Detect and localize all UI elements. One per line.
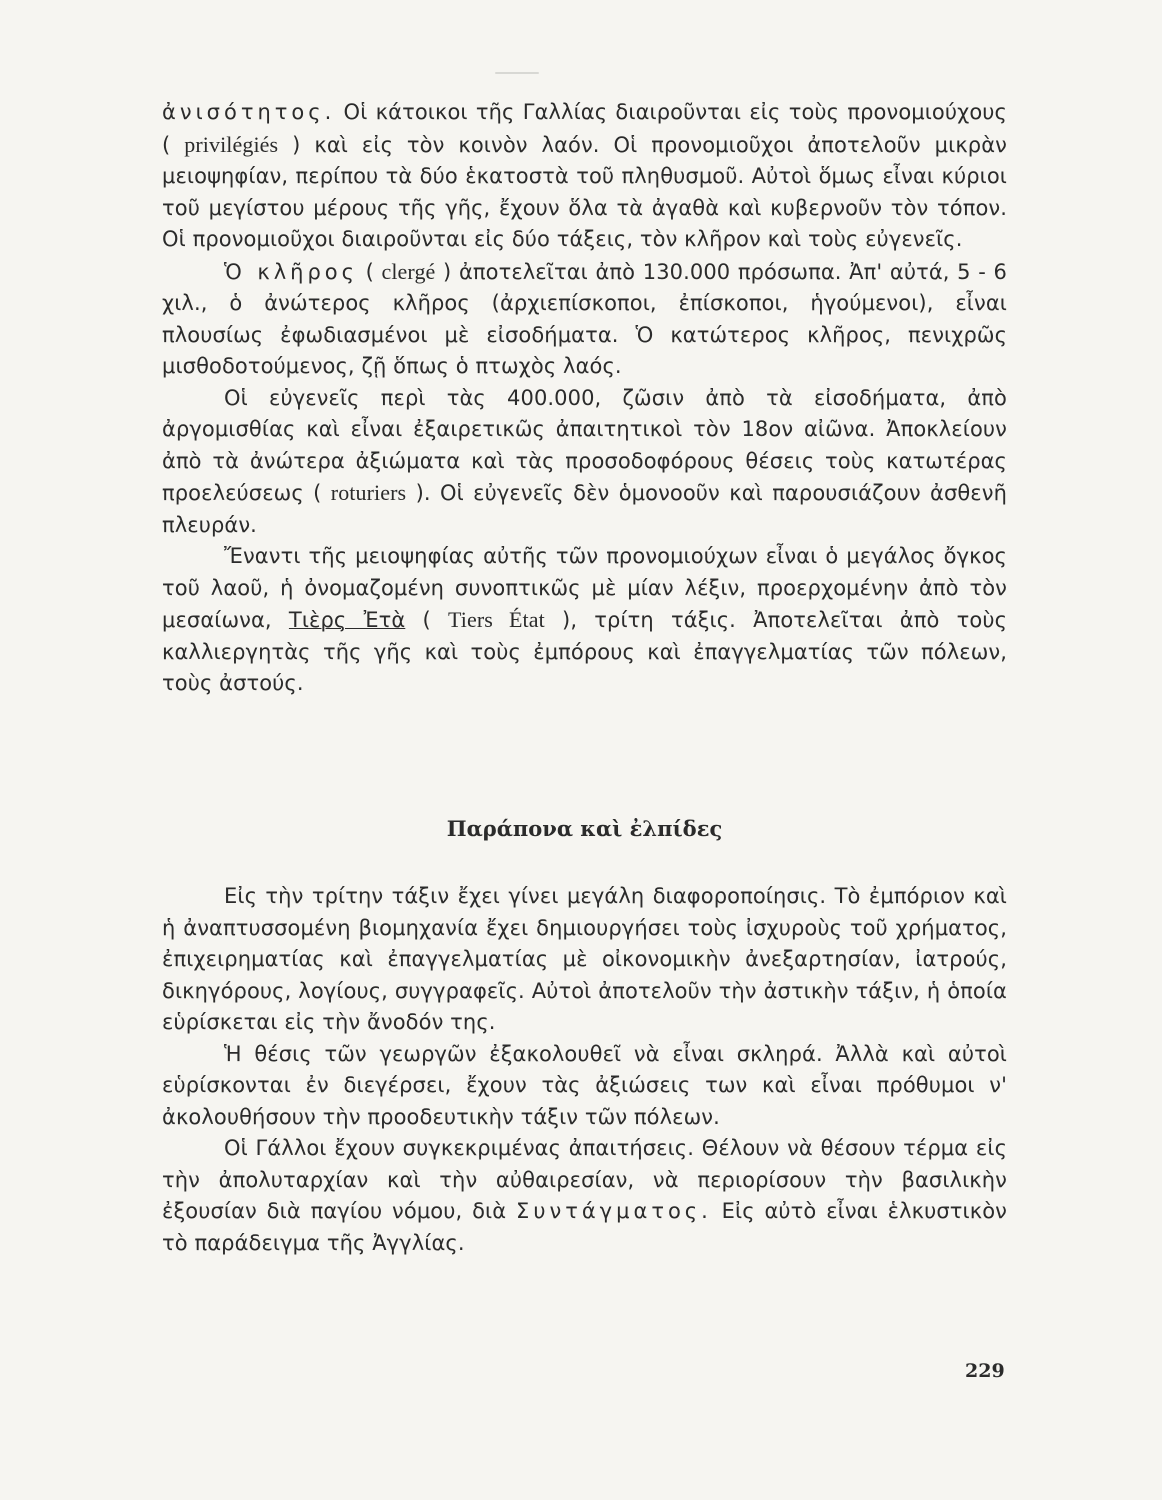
- text-run: ), τρίτη τάξις. Ἀποτελεῖται ἀπὸ τοὺς καλλιεργητὰς τῆς γῆς καὶ τοὺς ἐμπόρους καὶ ἐπαγγελματίας τῶν πόλεων, τοὺς ἀστούς.: [162, 608, 1008, 695]
- paragraph-inequality: [162, 97, 1007, 256]
- text-run: Ἔναντι τῆς μειοψηφίας αὐτῆς τῶν προνομιούχων εἶναι ὁ μεγάλος ὄγκος τοῦ λαοῦ, ἡ ὀνομαζομένη συνοπτικῶς μὲ μίαν λέξιν, προερχομένην ἀπὸ τὸν μεσαίωνα,: [162, 544, 1007, 632]
- text-run: Οἱ κάτοικοι τῆς Γαλλίας διαιροῦνται εἰς τοὺς προνομιούχους (: [162, 100, 1007, 157]
- lead-word: ἀνισότητος.: [162, 100, 336, 124]
- text-run: (: [357, 259, 382, 284]
- text-run: Εἰς αὐτὸ εἶναι ἑλκυστικὸν τὸ παράδειγμα τῆς Ἀγγλίας.: [162, 1199, 1007, 1255]
- paper-speck: [495, 72, 539, 74]
- latin-term: Tiers État: [448, 607, 545, 632]
- text-run: ) ἀποτελεῖται ἀπὸ 130.000 πρόσωπα. Ἀπ' αὐτά, 5 - 6 χιλ., ὁ ἀνώτερος κλῆρος (ἀρχιεπίσκοποι, ἐπίσκοποι, ἡγούμενοι), εἶναι πλουσίως ἐφωδιασμένοι μὲ εἰσοδήματα. Ὁ κατώτερος κλῆρος, πενιχρῶς μισθοδοτούμενος, ζῇ ὅπως ὁ πτωχὸς λαός.: [162, 259, 1007, 378]
- latin-term: clergé: [381, 258, 436, 284]
- underlined-term: Τιὲρς Ἐτὰ: [288, 608, 406, 632]
- text-section-1: [162, 97, 1007, 700]
- paragraph-demands: [162, 1133, 1007, 1259]
- page-number: 229: [965, 1360, 1005, 1382]
- text-run: ). Οἱ εὐγενεῖς δὲν ὁμονοοῦν καὶ παρουσιάζουν ἀσθενῆ πλευράν.: [162, 481, 1007, 537]
- paragraph-nobles: [162, 383, 1007, 542]
- text-run: ) καὶ εἰς τὸν κοινὸν λαόν. Οἱ προνομιοῦχοι ἀποτελοῦν μικρὰν μειοψηφίαν, περίπου τὰ δύο ἑκατοστὰ τοῦ πληθυσμοῦ. Αὐτοὶ ὅμως εἶναι κύριοι τοῦ μεγίστου μέρους τῆς γῆς, ἔχουν ὅλα τὰ ἀγαθὰ καὶ κυβερνοῦν τὸν τόπον. Οἱ προνομιοῦχοι διαιροῦνται εἰς δύο τάξεις, τὸν κλῆρον καὶ τοὺς εὐγενεῖς.: [162, 132, 1007, 251]
- lead-word: Ὁ κλῆρος: [224, 259, 358, 284]
- latin-term: roturiers: [330, 480, 407, 505]
- paragraph-clergy: [162, 256, 1007, 383]
- text-run: Οἱ εὐγενεῖς περὶ τὰς 400.000, ζῶσιν ἀπὸ τὰ εἰσοδήματα, ἀπὸ ἀργομισθίας καὶ εἶναι ἐξαιρετικῶς ἀπαιτητικοὶ τὸν 18ον αἰῶνα. Ἀποκλείουν ἀπὸ τὰ ἀνώτερα ἀξιώματα καὶ τὰς προσοδοφόρους θέσεις τοὺς κατωτέρας προελεύσεως (: [162, 385, 1007, 505]
- section-heading: Παράπονα καὶ ἐλπίδες: [446, 816, 723, 841]
- latin-term: privilégiés: [184, 131, 279, 157]
- text-run: Οἱ Γάλλοι ἔχουν συγκεκριμένας ἀπαιτήσεις. Θέλουν νὰ θέσουν τέρμα εἰς τὴν ἀπολυταρχίαν καὶ τὴν αὐθαιρεσίαν, νὰ περιορίσουν τὴν βασιλικὴν ἐξουσίαν διὰ παγίου νόμου, διὰ: [162, 1136, 1007, 1223]
- text-section-2: [162, 881, 1007, 1259]
- paragraph-farmers: Ἡ θέσις τῶν γεωργῶν ἐξακολουθεῖ νὰ εἶναι σκληρά. Ἀλλὰ καὶ αὐτοὶ εὑρίσκονται ἐν διεγέρσει, ἔχουν τὰς ἀξιώσεις των καὶ εἶναι πρόθυμοι ν' ἀκολουθήσουν τὴν προοδευτικὴν τάξιν τῶν πόλεων.: [162, 1041, 1007, 1129]
- paragraph-third-estate: [162, 541, 1007, 700]
- paragraph-bourgeoisie: Εἰς τὴν τρίτην τάξιν ἔχει γίνει μεγάλη διαφοροποίησις. Τὸ ἐμπόριον καὶ ἡ ἀναπτυσσομένη βιομηχανία ἔχει δημιουργήσει τοὺς ἰσχυροὺς τοῦ χρήματος, ἐπιχειρηματίας καὶ ἐπαγγελματίας μὲ οἰκονομικὴν ἀνεξαρτησίαν, ἰατρούς, δικηγόρους, λογίους, συγγραφεῖς. Αὐτοὶ ἀποτελοῦν τὴν ἀστικὴν τάξιν, ἡ ὁποία εὑρίσκεται εἰς τὴν ἄνοδόν της.: [162, 884, 1007, 1034]
- spaced-term: Συντάγματος.: [516, 1199, 712, 1223]
- text-run: (: [405, 608, 449, 632]
